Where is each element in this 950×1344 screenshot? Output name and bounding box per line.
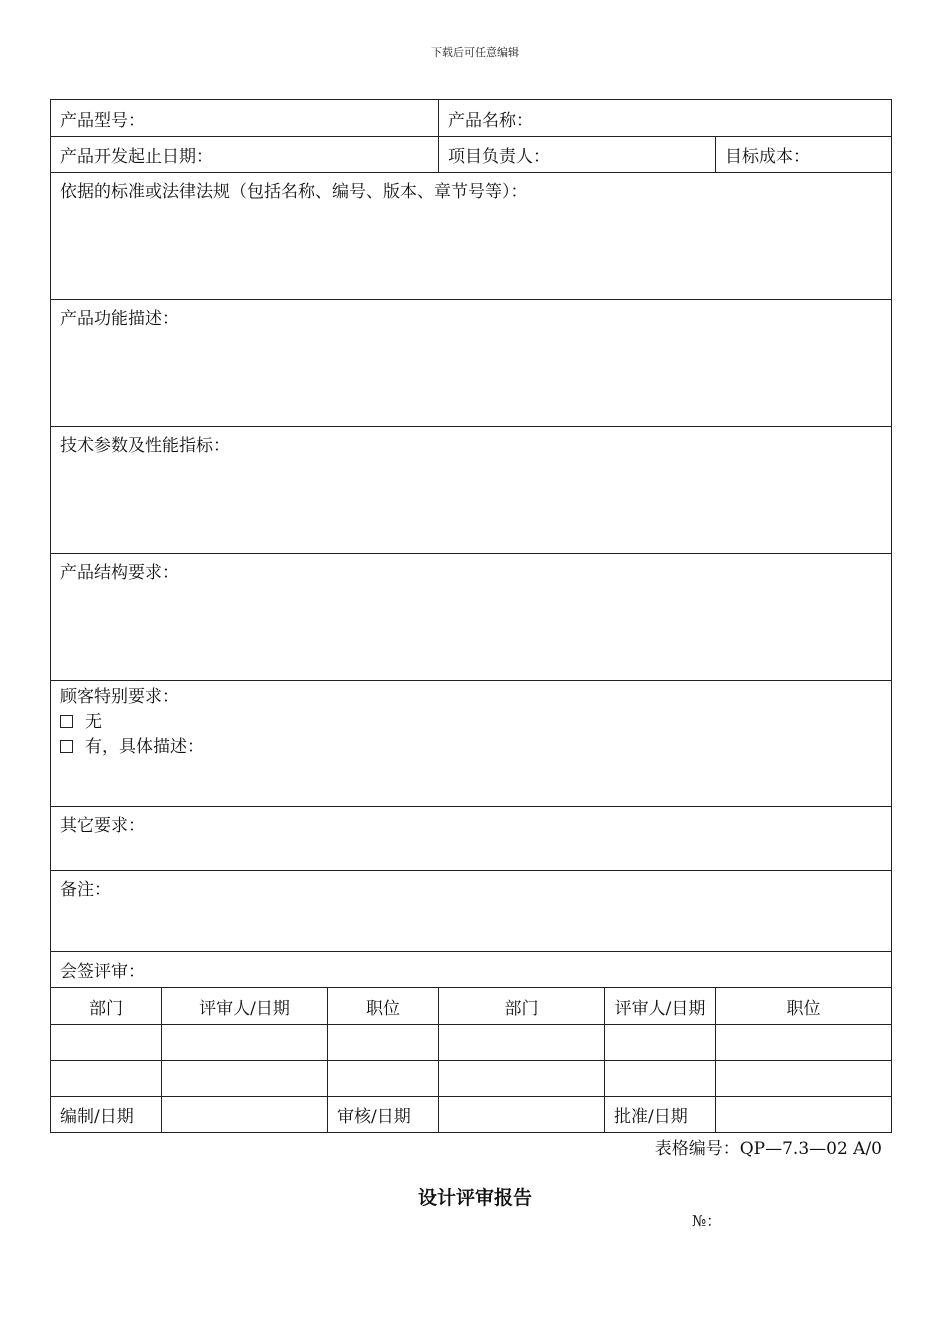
review-header-position-2: 职位 — [716, 988, 892, 1025]
review-header-dept-1: 部门 — [51, 988, 162, 1025]
standards-cell[interactable] — [51, 173, 892, 300]
review-cell[interactable] — [605, 1025, 716, 1061]
product-model-label: 产品型号： — [60, 110, 145, 131]
design-review-form — [50, 99, 892, 1133]
dev-period-cell[interactable] — [51, 137, 439, 173]
approved-label: 批准/日期 — [605, 1097, 716, 1133]
customer-req-label: 顾客特别要求： — [60, 687, 179, 707]
target-cost-label: 目标成本： — [725, 147, 810, 167]
review-cell[interactable] — [716, 1025, 892, 1061]
option-yes-label: 有，具体描述： — [85, 737, 204, 757]
document-number-label: №： — [692, 1212, 722, 1230]
review-cell[interactable] — [439, 1025, 605, 1061]
review-cell[interactable] — [51, 1061, 162, 1097]
other-req-cell[interactable] — [51, 807, 892, 871]
prepared-label: 编制/日期 — [51, 1097, 162, 1133]
checkbox-yes[interactable] — [60, 740, 73, 753]
target-cost-cell[interactable] — [716, 137, 892, 173]
project-lead-cell[interactable] — [439, 137, 716, 173]
countersign-cell — [51, 952, 892, 988]
review-cell[interactable] — [716, 1061, 892, 1097]
review-row — [51, 1061, 892, 1097]
review-cell[interactable] — [162, 1025, 328, 1061]
tech-params-label: 技术参数及性能指标： — [60, 436, 230, 456]
checkbox-none[interactable] — [60, 715, 73, 728]
option-yes-line — [60, 735, 891, 760]
remarks-cell[interactable] — [51, 871, 892, 952]
document-title: 设计评审报告 — [417, 1187, 532, 1209]
approved-value-cell[interactable] — [716, 1097, 892, 1133]
review-header-dept-2: 部门 — [439, 988, 605, 1025]
option-none-line — [60, 710, 891, 735]
customer-req-cell — [51, 681, 892, 807]
product-model-cell[interactable] — [51, 100, 439, 137]
structure-req-label: 产品结构要求： — [60, 563, 179, 583]
form-code: 表格编号：QP—7.3—02 A/0 — [654, 1139, 882, 1159]
reviewed-value-cell[interactable] — [439, 1097, 605, 1133]
review-cell[interactable] — [162, 1061, 328, 1097]
review-header-reviewer-1: 评审人/日期 — [162, 988, 328, 1025]
review-cell[interactable] — [605, 1061, 716, 1097]
structure-req-cell[interactable] — [51, 554, 892, 681]
project-lead-label: 项目负责人： — [448, 147, 550, 167]
dev-period-label: 产品开发起止日期： — [60, 147, 213, 167]
review-cell[interactable] — [328, 1061, 439, 1097]
countersign-label: 会签评审： — [60, 962, 145, 982]
reviewed-label: 审核/日期 — [328, 1097, 439, 1133]
option-none-label: 无 — [85, 712, 102, 732]
other-req-label: 其它要求： — [60, 816, 145, 836]
remarks-label: 备注： — [60, 880, 111, 900]
product-name-cell[interactable] — [439, 100, 892, 137]
review-cell[interactable] — [328, 1025, 439, 1061]
review-cell[interactable] — [51, 1025, 162, 1061]
review-cell[interactable] — [439, 1061, 605, 1097]
review-header-reviewer-2: 评审人/日期 — [605, 988, 716, 1025]
prepared-value-cell[interactable] — [162, 1097, 328, 1133]
function-desc-cell[interactable] — [51, 300, 892, 427]
header-note: 下载后可任意编辑 — [431, 46, 519, 59]
review-row — [51, 1025, 892, 1061]
function-desc-label: 产品功能描述： — [60, 309, 179, 329]
review-header-position-1: 职位 — [328, 988, 439, 1025]
tech-params-cell[interactable] — [51, 427, 892, 554]
standards-label: 依据的标准或法律法规（包括名称、编号、版本、章节号等）： — [60, 182, 528, 202]
product-name-label: 产品名称： — [448, 110, 533, 131]
